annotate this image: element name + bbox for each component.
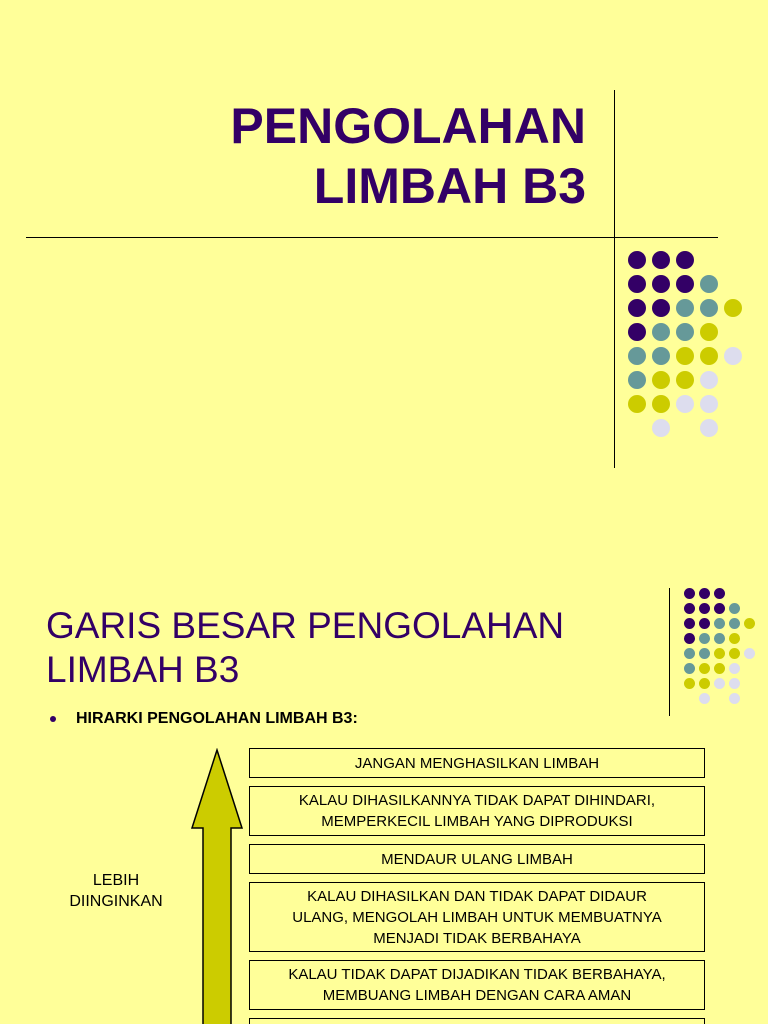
decorative-dot [699, 588, 710, 599]
decorative-dot [652, 299, 670, 317]
decorative-dot [729, 693, 740, 704]
outline-slide [0, 512, 768, 1024]
decorative-dot [700, 299, 718, 317]
decorative-dot [684, 648, 695, 659]
decorative-dot [684, 618, 695, 629]
decorative-dot [628, 251, 646, 269]
hierarchy-box-text: MEMPERKECIL LIMBAH YANG DIPRODUKSI [321, 813, 633, 830]
hierarchy-box-text: KALAU TIDAK DAPAT DIJADIKAN TIDAK BERBAHAYA, [288, 966, 666, 983]
preference-label-line2: DIINGINKAN [69, 893, 163, 910]
decorative-dot [676, 275, 694, 293]
decorative-dot [724, 299, 742, 317]
decorative-dot [699, 633, 710, 644]
decorative-dot [652, 371, 670, 389]
slide-title-line2: LIMBAH B3 [313, 158, 586, 214]
decorative-dot [700, 395, 718, 413]
decorative-dot [676, 395, 694, 413]
decorative-dot [744, 648, 755, 659]
bullet-text: HIRARKI PENGOLAHAN LIMBAH B3: [76, 710, 358, 727]
bullet-item [50, 710, 358, 728]
hierarchy-box-4 [249, 882, 705, 952]
hierarchy-box-1 [249, 748, 705, 778]
decorative-dot [724, 347, 742, 365]
decorative-dot [676, 371, 694, 389]
decorative-dot [714, 618, 725, 629]
decorative-dot [652, 251, 670, 269]
decorative-dot [729, 678, 740, 689]
hierarchy-box-6 [249, 1018, 705, 1024]
vertical-rule [614, 90, 615, 468]
decorative-dot [699, 648, 710, 659]
decorative-dot [652, 395, 670, 413]
slide-title-line2: LIMBAH B3 [46, 649, 240, 690]
hierarchy-box-text: KALAU DIHASILKANNYA TIDAK DAPAT DIHINDARI, [298, 792, 656, 809]
decorative-dot [684, 603, 695, 614]
decorative-dot [684, 663, 695, 674]
decorative-dot [729, 603, 740, 614]
decorative-dot [699, 618, 710, 629]
decorative-dot [676, 323, 694, 341]
decorative-dot [744, 618, 755, 629]
decorative-dot [652, 347, 670, 365]
decorative-dot [699, 693, 710, 704]
slide-title [230, 96, 586, 216]
decorative-dot [676, 299, 694, 317]
hierarchy-box-3 [249, 844, 705, 874]
decorative-dot [676, 251, 694, 269]
decorative-dot [676, 347, 694, 365]
decorative-dot [700, 275, 718, 293]
decorative-dot [684, 678, 695, 689]
hierarchy-box-2 [249, 786, 705, 836]
decorative-dot [699, 663, 710, 674]
decorative-dot [652, 419, 670, 437]
hierarchy-box-text: MEMBUANG LIMBAH DENGAN CARA AMAN [322, 987, 632, 1004]
decorative-dot [729, 648, 740, 659]
decorative-dot [684, 588, 695, 599]
decorative-dot [628, 323, 646, 341]
slide-title-line1: PENGOLAHAN [230, 98, 586, 154]
hierarchy-box-text: MENJADI TIDAK BERBAHAYA [373, 929, 581, 947]
decorative-dot [729, 663, 740, 674]
decorative-dot [714, 603, 725, 614]
preference-label-line1: LEBIH [92, 872, 140, 889]
decorative-dot [628, 371, 646, 389]
decorative-dot [652, 323, 670, 341]
decorative-dot [729, 618, 740, 629]
preference-label [56, 870, 176, 912]
hierarchy-box-text: KALAU DIHASILKAN DAN TIDAK DAPAT DIDAUR [307, 887, 647, 905]
decorative-dot [628, 347, 646, 365]
slide-title-line1: GARIS BESAR PENGOLAHAN [46, 605, 565, 646]
decorative-dot [628, 275, 646, 293]
vertical-rule [669, 588, 670, 716]
decorative-dot [714, 588, 725, 599]
decorative-dot [714, 678, 725, 689]
up-arrow-icon [190, 748, 244, 1024]
hierarchy-box-5 [249, 960, 705, 1010]
decorative-dot [700, 347, 718, 365]
slide-title [46, 604, 564, 692]
hierarchy-box-text: JANGAN MENGHASILKAN LIMBAH [354, 754, 600, 772]
decorative-dot [699, 603, 710, 614]
decorative-dot [652, 275, 670, 293]
decorative-dot [714, 648, 725, 659]
decorative-dot [684, 633, 695, 644]
decorative-dot [700, 371, 718, 389]
hierarchy-box-text: MENDAUR ULANG LIMBAH [381, 850, 573, 868]
decorative-dot [628, 395, 646, 413]
hierarchy-box-text: ULANG, MENGOLAH LIMBAH UNTUK MEMBUATNYA [292, 908, 662, 926]
decorative-dot [700, 323, 718, 341]
decorative-dot [628, 299, 646, 317]
decorative-dot [700, 419, 718, 437]
decorative-dot [714, 633, 725, 644]
decorative-dot [714, 663, 725, 674]
decorative-dot [729, 633, 740, 644]
decorative-dot [699, 678, 710, 689]
bullet-icon [50, 716, 56, 722]
